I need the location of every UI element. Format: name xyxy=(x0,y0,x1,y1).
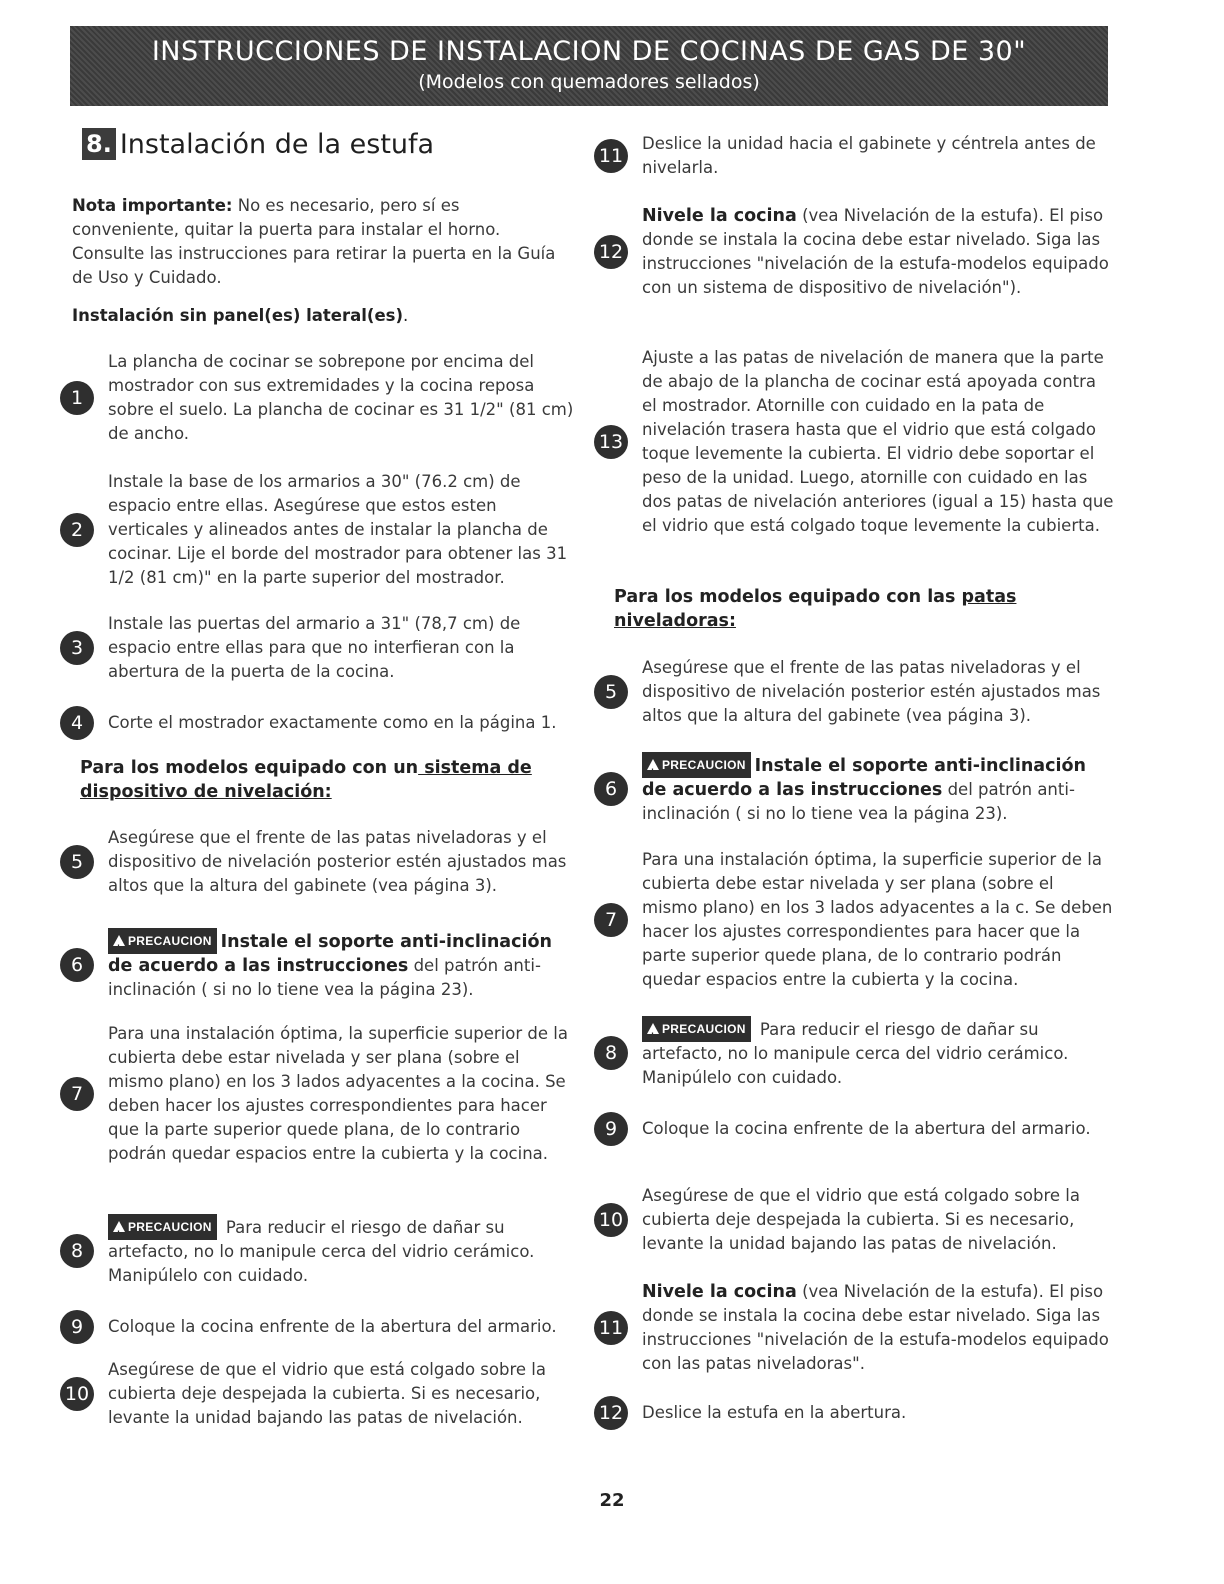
step-text xyxy=(108,1214,580,1288)
right-step-7 xyxy=(594,848,1114,992)
step-text xyxy=(108,928,580,1002)
step-badge: 10 xyxy=(60,1377,94,1411)
step-badge: 6 xyxy=(60,948,94,982)
step-badge: 8 xyxy=(594,1036,628,1070)
step-badge: 5 xyxy=(594,675,628,709)
step-text: La plancha de cocinar se sobrepone por encima del mostrador con sus extremidades y la cocina reposa sobre el suelo. La plancha de cocinar es 31 1/2" (81 cm) de ancho. xyxy=(108,352,574,443)
warning-triangle-icon xyxy=(113,935,125,946)
step-text: Ajuste a las patas de nivelación de manera que la parte de abajo de la plancha de cocinar está apoyada contra el mostrador. Atornille con cuidado en la pata de nivelación trasera hasta que el vidrio que está colgado toque levemente la cubierta. El vidrio debe soportar el peso de la unidad. Luego, atornille con cuidado en las dos patas de nivelación anteriores (igual a 15) hasta que el vidrio que está colgado toque levemente la cubierta. xyxy=(642,348,1114,535)
step-bold: Instale el soporte anti-inclinación de acuerdo a las instrucciones xyxy=(642,756,1086,800)
subhead-legs-b: patas niveladoras: xyxy=(614,587,1017,631)
step-badge: 3 xyxy=(60,631,94,665)
step-rest: del patrón anti-inclinación ( si no lo tiene vea la página 23). xyxy=(108,956,541,999)
header-banner xyxy=(70,26,1108,106)
step-rest: Para reducir el riesgo de dañar su artefacto, no lo manipule cerca del vidrio cerámico. Manipúlelo con cuidado. xyxy=(642,1020,1069,1087)
step-text: Asegúrese de que el vidrio que está colgado sobre la cubierta deje despejada la cubierta. Si es necesario, levante la unidad bajando las patas de nivelación. xyxy=(642,1186,1080,1253)
step-badge: 10 xyxy=(594,1203,628,1237)
caution-text: PRECAUCION xyxy=(128,1220,212,1234)
section-number: 8. xyxy=(82,128,116,160)
step-text: Deslice la estufa en la abertura. xyxy=(642,1403,907,1422)
step-text: Instale las puertas del armario a 31" (78,7 cm) de espacio entre ellas para que no interfieran con la abertura de la puerta de la cocina. xyxy=(108,614,521,681)
step-badge: 7 xyxy=(60,1077,94,1111)
step-bold: Nivele la cocina xyxy=(642,1282,797,1302)
caution-text: PRECAUCION xyxy=(662,758,746,772)
important-note xyxy=(72,194,562,290)
step-rest: (vea Nivelación de la estufa). El piso donde se instala la cocina debe estar nivelado. Siga las instrucciones "nivelación de la estufa-modelos equipado con las patas niveladoras". xyxy=(642,1282,1109,1373)
step-badge: 5 xyxy=(60,845,94,879)
left-step-3 xyxy=(60,612,580,684)
subhead-leveling-b: sistema de dispositivo de nivelación: xyxy=(80,758,532,802)
step-badge: 11 xyxy=(594,139,628,173)
subhead-leveling-legs xyxy=(614,585,1084,633)
right-step-9 xyxy=(594,1112,1114,1146)
right-step-6 xyxy=(594,752,1114,826)
header-title: INSTRUCCIONES DE INSTALACION DE COCINAS DE GAS DE 30" xyxy=(151,36,1027,67)
note-label: Nota importante: xyxy=(72,196,233,215)
step-badge: 13 xyxy=(594,425,628,459)
left-step-6 xyxy=(60,928,580,1002)
step-text: Asegúrese que el frente de las patas niveladoras y el dispositivo de nivelación posterior estén ajustados mas altos que la altura del gabinete (vea página 3). xyxy=(642,658,1101,725)
step-badge: 12 xyxy=(594,235,628,269)
step-text xyxy=(642,1016,1114,1090)
right-step-10 xyxy=(594,1184,1114,1256)
left-step-2 xyxy=(60,470,580,590)
step-badge: 1 xyxy=(60,381,94,415)
note-text: No es necesario, pero sí es conveniente, quitar la puerta para instalar el horno. Consulte las instrucciones para retirar la puerta en la Guía de Uso y Cuidado. xyxy=(72,196,556,287)
step-text xyxy=(642,204,1114,300)
caution-label xyxy=(108,1214,217,1240)
step-rest: Para reducir el riesgo de dañar su artefacto, no lo manipule cerca del vidrio cerámico. Manipúlelo con cuidado. xyxy=(108,1218,535,1285)
step-badge: 8 xyxy=(60,1234,94,1268)
section-title xyxy=(82,128,434,160)
step-badge: 2 xyxy=(60,513,94,547)
step-badge: 9 xyxy=(594,1112,628,1146)
step-text: Para una instalación óptima, la superficie superior de la cubierta debe estar nivelada y ser plana (sobre el mismo plano) en los 3 lados adyacentes a la c. Se deben hacer los ajustes correspondientes para hacer que la parte superior quede plana, de lo contrario podrán quedar espacios entre la cubierta y la cocina. xyxy=(642,850,1113,989)
page-number: 22 xyxy=(599,1490,625,1511)
left-step-10 xyxy=(60,1358,580,1430)
step-badge: 7 xyxy=(594,903,628,937)
step-badge: 12 xyxy=(594,1396,628,1430)
section-title-text: Instalación de la estufa xyxy=(119,128,435,160)
step-text: Asegúrese que el frente de las patas niveladoras y el dispositivo de nivelación posterior estén ajustados mas altos que la altura del gabinete (vea página 3). xyxy=(108,828,567,895)
step-text xyxy=(642,1280,1114,1376)
left-step-7 xyxy=(60,1022,580,1166)
step-text: Deslice la unidad hacia el gabinete y céntrela antes de nivelarla. xyxy=(642,134,1096,177)
step-badge: 9 xyxy=(60,1310,94,1344)
step-badge: 6 xyxy=(594,772,628,806)
caution-text: PRECAUCION xyxy=(662,1022,746,1036)
step-text: Asegúrese de que el vidrio que está colgado sobre la cubierta deje despejada la cubierta. Si es necesario, levante la unidad bajando las patas de nivelación. xyxy=(108,1360,546,1427)
step-text: Coloque la cocina enfrente de la abertura del armario. xyxy=(642,1119,1091,1138)
right-step-5 xyxy=(594,656,1114,728)
step-text: Coloque la cocina enfrente de la abertura del armario. xyxy=(108,1317,557,1336)
left-step-4 xyxy=(60,706,580,740)
step-rest: (vea Nivelación de la estufa). El piso donde se instala la cocina debe estar nivelado. Siga las instrucciones "nivelación de la estufa-modelos equipado con un sistema de dispositivo de nivelación"). xyxy=(642,206,1109,297)
step-rest: del patrón anti-inclinación ( si no lo tiene vea la página 23). xyxy=(642,780,1075,823)
right-step-13 xyxy=(594,346,1114,538)
subhead-leveling-system xyxy=(80,756,550,804)
warning-triangle-icon xyxy=(647,1023,659,1034)
caution-text: PRECAUCION xyxy=(128,934,212,948)
step-text xyxy=(642,752,1114,826)
right-step-12b xyxy=(594,1396,1114,1430)
caution-label xyxy=(642,752,751,778)
step-text: Para una instalación óptima, la superficie superior de la cubierta debe estar nivelada y ser plana (sobre el mismo plano) en los 3 lados adyacentes a la cocina. Se deben hacer los ajustes correspondientes para hacer que la parte superior quede plana, de lo contrario podrán quedar espacios entre la cubierta y la cocina. xyxy=(108,1024,568,1163)
warning-triangle-icon xyxy=(647,759,659,770)
step-badge: 4 xyxy=(60,706,94,740)
subhead-no-panels xyxy=(72,304,408,328)
step-bold: Instale el soporte anti-inclinación de acuerdo a las instrucciones xyxy=(108,932,552,976)
right-step-8 xyxy=(594,1016,1114,1090)
step-bold: Nivele la cocina xyxy=(642,206,797,226)
left-step-5 xyxy=(60,826,580,898)
step-text: Corte el mostrador exactamente como en la página 1. xyxy=(108,713,557,732)
right-step-11b xyxy=(594,1280,1114,1376)
subhead-legs-a: Para los modelos equipado con las xyxy=(614,587,962,607)
caution-label xyxy=(642,1016,751,1042)
warning-triangle-icon xyxy=(113,1221,125,1232)
left-step-8 xyxy=(60,1214,580,1288)
caution-label xyxy=(108,928,217,954)
right-step-11 xyxy=(594,132,1114,180)
right-step-12 xyxy=(594,204,1114,300)
left-step-9 xyxy=(60,1310,580,1344)
header-subtitle: (Modelos con quemadores sellados) xyxy=(418,71,760,93)
step-text: Instale la base de los armarios a 30" (76.2 cm) de espacio entre ellas. Asegúrese que estos esten verticales y alineados antes de instalar la plancha de cocinar. Lije el borde del mostrador para obtener las 31 1/2 (81 cm)" en la parte superior del mostrador. xyxy=(108,472,568,587)
step-badge: 11 xyxy=(594,1311,628,1345)
subhead-leveling-a: Para los modelos equipado con un xyxy=(80,758,419,778)
subhead-no-panels-text: Instalación sin panel(es) lateral(es) xyxy=(72,306,404,325)
subhead-no-panels-end: . xyxy=(403,306,409,325)
left-step-1 xyxy=(60,350,580,446)
